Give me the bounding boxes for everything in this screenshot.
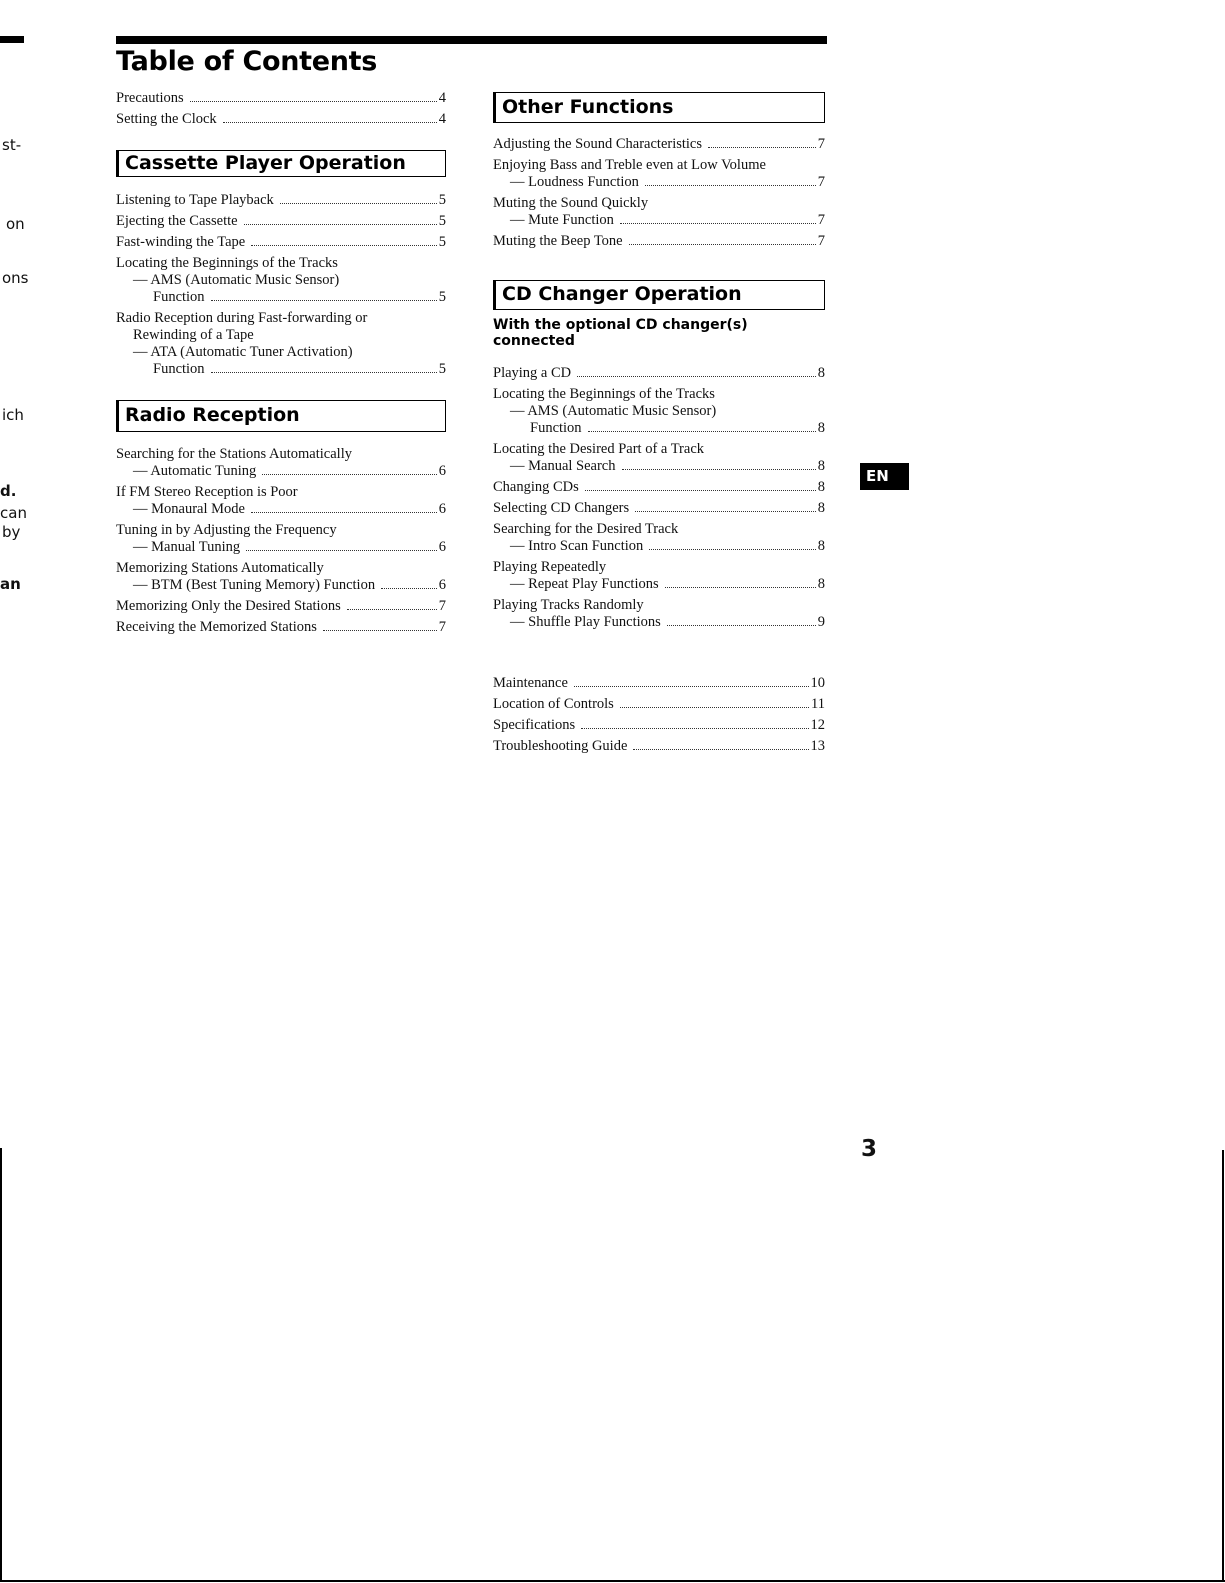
toc-page-number: 4 [438, 111, 446, 127]
dot-leader [262, 474, 436, 475]
edge-fragment: can [0, 504, 27, 522]
toc-entry-label: — Repeat Play Functions [510, 576, 659, 592]
toc-entry-label: — AMS (Automatic Music Sensor) [133, 272, 340, 288]
toc-page-number: 6 [438, 539, 446, 555]
toc-entry-label: Radio Reception during Fast-forwarding or [116, 310, 368, 326]
toc-page-number: 8 [817, 365, 825, 381]
toc-entry-label: Tuning in by Adjusting the Frequency [116, 522, 337, 538]
toc-left-column [116, 90, 446, 640]
toc-entry-label: Function [153, 361, 205, 377]
toc-entry-label: Locating the Beginnings of the Tracks [493, 386, 715, 402]
toc-page-number: 8 [817, 538, 825, 554]
toc-entry[interactable] [493, 559, 825, 593]
edge-fragment: an [0, 575, 21, 593]
toc-page-number: 5 [438, 361, 446, 377]
toc-entry-label: — ATA (Automatic Tuner Activation) [133, 344, 353, 360]
toc-page-number: 5 [438, 192, 446, 208]
edge-fragment: on [6, 215, 25, 233]
toc-page-number: 8 [817, 576, 825, 592]
toc-entry[interactable] [116, 484, 446, 518]
toc-entry[interactable] [493, 717, 825, 734]
dot-leader [588, 431, 816, 432]
toc-page-number: 7 [438, 619, 446, 635]
toc-entry-label: Playing Tracks Randomly [493, 597, 644, 613]
dot-leader [251, 245, 437, 246]
toc-entry-label: — Mute Function [510, 212, 614, 228]
toc-page-number: 6 [438, 501, 446, 517]
dot-leader [577, 376, 816, 377]
toc-page-number: 5 [438, 289, 446, 305]
edge-fragment: st- [2, 136, 22, 154]
toc-entry[interactable] [116, 213, 446, 230]
dot-leader [622, 469, 816, 470]
left-binding-line [0, 1148, 2, 1580]
toc-entry[interactable] [493, 479, 825, 496]
page-number: 3 [861, 1136, 878, 1162]
intro-group [116, 90, 446, 128]
dot-leader [649, 549, 815, 550]
toc-page-number: 7 [817, 212, 825, 228]
dot-leader [246, 550, 437, 551]
toc-entry[interactable] [116, 310, 446, 378]
bottom-rule [0, 1580, 1225, 1582]
toc-entry[interactable] [116, 560, 446, 594]
toc-page-number: 5 [438, 213, 446, 229]
dot-leader [633, 749, 808, 750]
toc-entry-label: — Manual Search [510, 458, 616, 474]
toc-entry[interactable] [493, 500, 825, 517]
dot-leader [347, 609, 437, 610]
toc-entry-label: Listening to Tape Playback [116, 192, 274, 208]
toc-entry-label: — Shuffle Play Functions [510, 614, 661, 630]
toc-page-number: 8 [817, 500, 825, 516]
toc-page-number: 6 [438, 463, 446, 479]
section-heading-radio: Radio Reception [116, 400, 446, 432]
toc-entry[interactable] [116, 234, 446, 251]
toc-page-number: 13 [810, 738, 825, 754]
top-left-edge-mark [0, 36, 24, 43]
toc-entry-label: Receiving the Memorized Stations [116, 619, 317, 635]
toc-page-number: 5 [438, 234, 446, 250]
toc-entry-label: Changing CDs [493, 479, 579, 495]
toc-entry-label: Playing a CD [493, 365, 572, 381]
toc-page-number: 7 [438, 598, 446, 614]
toc-entry-label: Function [530, 420, 582, 436]
toc-entry-label: Fast-winding the Tape [116, 234, 246, 250]
toc-page-number: 10 [810, 675, 825, 691]
toc-entry-label: Function [153, 289, 205, 305]
toc-entry-label: — Monaural Mode [133, 501, 245, 517]
toc-entry[interactable] [493, 365, 825, 382]
toc-entry[interactable] [116, 522, 446, 556]
toc-entry[interactable] [116, 192, 446, 209]
dot-leader [244, 224, 437, 225]
toc-entry-label: Searching for the Stations Automatically [116, 446, 352, 462]
toc-page-number: 4 [438, 90, 446, 106]
toc-entry[interactable] [493, 696, 825, 713]
toc-entry-label: — BTM (Best Tuning Memory) Function [133, 577, 376, 593]
section-heading-cd: CD Changer Operation [493, 280, 825, 310]
toc-entry[interactable] [493, 195, 825, 229]
dot-leader [574, 686, 809, 687]
toc-entry-label: Ejecting the Cassette [116, 213, 238, 229]
toc-entry[interactable] [493, 597, 825, 631]
toc-page-number: 8 [817, 479, 825, 495]
toc-entry-label: Memorizing Stations Automatically [116, 560, 324, 576]
toc-entry-label: — Loudness Function [510, 174, 639, 190]
dot-leader [280, 203, 437, 204]
section-heading-cassette: Cassette Player Operation [116, 150, 446, 177]
toc-entry[interactable] [493, 136, 825, 153]
toc-entry-label: Memorizing Only the Desired Stations [116, 598, 341, 614]
toc-entry[interactable] [116, 111, 446, 128]
toc-entry-label: Muting the Beep Tone [493, 233, 623, 249]
page-title: Table of Contents [116, 46, 378, 77]
section-heading-other: Other Functions [493, 92, 825, 123]
dot-leader [190, 101, 437, 102]
dot-leader [667, 625, 816, 626]
toc-entry-label: Playing Repeatedly [493, 559, 607, 575]
dot-leader [211, 300, 437, 301]
toc-page-number: 8 [817, 420, 825, 436]
toc-entry[interactable] [493, 521, 825, 555]
section-subheading: With the optional CD changer(s) connected [493, 317, 748, 349]
toc-entry-label: Specifications [493, 717, 576, 733]
toc-entry[interactable] [493, 675, 825, 692]
dot-leader [381, 588, 437, 589]
toc-entry-label: Setting the Clock [116, 111, 217, 127]
language-tab: EN [860, 463, 909, 490]
dot-leader [635, 511, 816, 512]
edge-fragment: d. [0, 482, 17, 500]
toc-page-number: 7 [817, 136, 825, 152]
toc-entry[interactable] [493, 738, 825, 755]
toc-entry-label: Muting the Sound Quickly [493, 195, 649, 211]
dot-leader [620, 707, 809, 708]
dot-leader [585, 490, 816, 491]
toc-entry[interactable] [493, 233, 825, 250]
dot-leader [645, 185, 816, 186]
toc-entry[interactable] [493, 441, 825, 475]
toc-page-number: 7 [817, 233, 825, 249]
title-rule [116, 36, 827, 44]
dot-leader [708, 147, 816, 148]
toc-entry-label: Locating the Desired Part of a Track [493, 441, 705, 457]
toc-entry-label: Precautions [116, 90, 184, 106]
toc-entry[interactable] [493, 386, 825, 437]
toc-page-number: 7 [817, 174, 825, 190]
toc-entry-label: Enjoying Bass and Treble even at Low Volume [493, 157, 766, 173]
dot-leader [211, 372, 437, 373]
toc-entry-label: Searching for the Desired Track [493, 521, 679, 537]
toc-entry-label: If FM Stereo Reception is Poor [116, 484, 298, 500]
dot-leader [629, 244, 816, 245]
toc-entry-label: — Intro Scan Function [510, 538, 644, 554]
toc-right-column [493, 92, 825, 759]
toc-entry[interactable] [116, 619, 446, 636]
toc-entry-label: Rewinding of a Tape [133, 327, 254, 343]
toc-entry[interactable] [116, 90, 446, 107]
edge-fragment: by [2, 523, 21, 541]
toc-page-number: 8 [817, 458, 825, 474]
edge-fragment: ons [2, 269, 29, 287]
dot-leader [223, 122, 437, 123]
toc-entry-label: Location of Controls [493, 696, 614, 712]
toc-entry[interactable] [493, 157, 825, 191]
right-binding-line [1222, 1150, 1224, 1580]
toc-entry-label: Selecting CD Changers [493, 500, 630, 516]
toc-entry[interactable] [116, 598, 446, 615]
dot-leader [620, 223, 816, 224]
dot-leader [665, 587, 816, 588]
toc-page-number: 12 [810, 717, 825, 733]
dot-leader [581, 728, 808, 729]
edge-fragment: ich [2, 406, 24, 424]
toc-entry-label: — AMS (Automatic Music Sensor) [510, 403, 717, 419]
toc-page-number: 6 [438, 577, 446, 593]
toc-entry-label: Maintenance [493, 675, 568, 691]
toc-entry-label: Adjusting the Sound Characteristics [493, 136, 703, 152]
toc-entry[interactable] [116, 446, 446, 480]
toc-entry-label: — Automatic Tuning [133, 463, 257, 479]
toc-entry-label: — Manual Tuning [133, 539, 241, 555]
dot-leader [251, 512, 437, 513]
toc-entry-label: Troubleshooting Guide [493, 738, 628, 754]
dot-leader [323, 630, 437, 631]
toc-page-number: 11 [811, 696, 825, 712]
toc-entry-label: Locating the Beginnings of the Tracks [116, 255, 338, 271]
toc-entry[interactable] [116, 255, 446, 306]
toc-page-number: 9 [817, 614, 825, 630]
